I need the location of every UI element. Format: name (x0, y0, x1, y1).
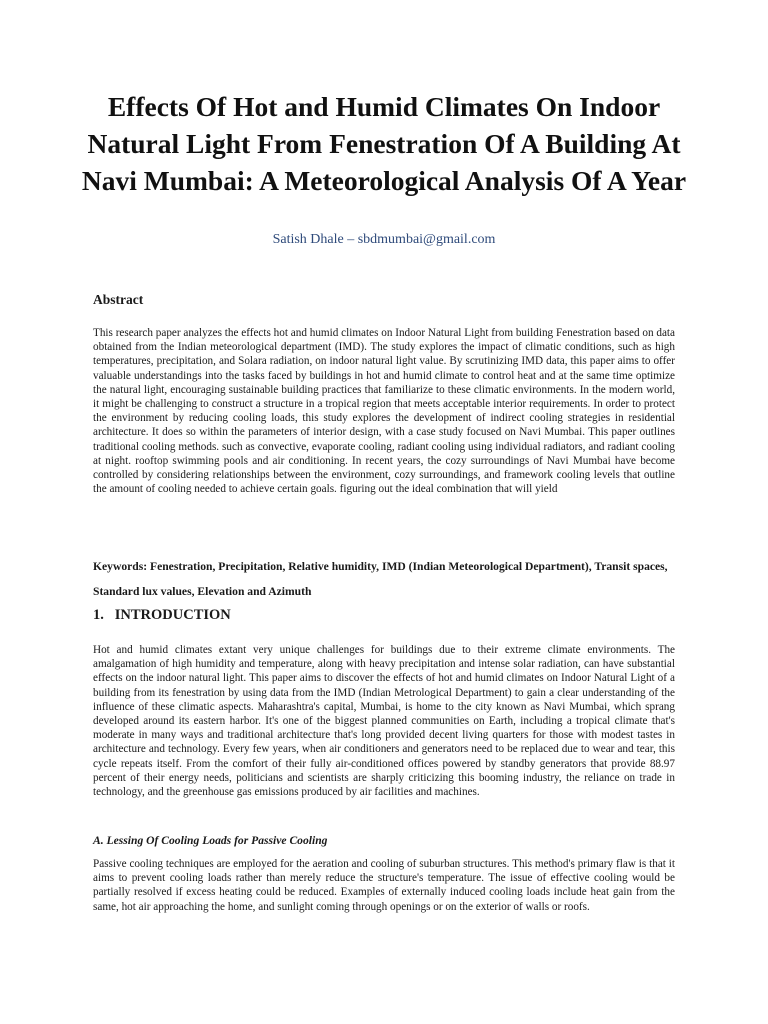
author-line: Satish Dhale – sbdmumbai@gmail.com (272, 232, 496, 247)
introduction-text: Hot and humid climates extant very unique challenges for buildings due to their extreme climate environments. The amalgamation of high humidity and temperature, along with heavy precipitation and intense solar radiation, can have substantial effects on the indoor natural light. This paper aims to discover the effects of hot and humid climates on Indoor Natural Light of a building from its fenestration by using data from the IMD (Indian Metrological Department) to gain a clear understanding of the influence of these climatic aspects. Maharashtra's capital, Mumbai, is home to the city known as Navi Mumbai, which sprang developed around its eastern harbor. It's one of the biggest planned communities on Earth, including a tropical climate that's moderate in many ways and traditional architecture that's long provided decent living quarters for those with modest tastes in architecture and technology. Every few years, when air conditioners and generators need to be replaced due to wear and tear, this cycle repeats itself. From the comfort of their fully air-conditioned offices powered by standby generators that provide 88.97 percent of their energy needs, politicians and scientists are sharply criticizing this booming industry, the reliance on trade in technology, and the greenhouse gas emissions produced by air facilities and machines. (93, 644, 675, 799)
abstract-heading: Abstract (93, 292, 144, 307)
introduction-heading: 1. INTRODUCTION (93, 607, 231, 623)
abstract-text: This research paper analyzes the effects hot and humid climates on Indoor Natural Light from building Fenestration based on data obtained from the Indian meteorological department (IMD). The study explores the impact of climatic conditions, such as high temperatures, precipitation, and Solara radiation, on indoor natural light value. By scrutinizing IMD data, this paper aims to offer valuable understandings into the tasks faced by buildings in hot and humid climate to control heat and at the same time optimize the natural light, encouraging sustainable building practices that familiarize to these climatic environments. In the modern world, it might be challenging to construct a structure in a tropical region that meets acceptable interior requirements. In order to protect the environment by reducing cooling loads, this study explores the development of indirect cooling strategies in residential architecture. It does so within the parameters of interior design, with a case study focused on Navi Mumbai. This paper outlines traditional cooling methods. such as convective, evaporate cooling, radiant cooling using individual radiators, and radiant cooling at night. rooftop swimming pools and air conditioning. In recent years, the cozy surroundings of Navi Mumbai have become controlled by considering relationships between the environment, cozy surroundings, and framework cooling levels that outline the amount of cooling needed to achieve certain goals. figuring out the ideal combination that will yield (93, 327, 675, 496)
keywords: Keywords: Fenestration, Precipitation, Relative humidity, IMD (Indian Meteorological Department), Transit spaces, Standard lux values, Elevation and Azimuth (93, 560, 668, 598)
paper-title: Effects Of Hot and Humid Climates On Indoor Natural Light From Fenestration Of A Building At Navi Mumbai: A Meteorological Analysis Of A Year (81, 91, 687, 196)
subsection-heading: A. Lessing Of Cooling Loads for Passive Cooling (93, 834, 328, 847)
subsection-text: Passive cooling techniques are employed for the aeration and cooling of suburban structures. This method's primary flaw is that it aims to prevent cooling loads rather than merely reduce the structure's temperature. The issue of effective cooling would be partially resolved if excess heating could be reduced. Examples of externally induced cooling loads include heat gain from the same, hot air approaching the home, and sunlight coming through openings or on the exterior of walls or roofs. (93, 858, 675, 913)
